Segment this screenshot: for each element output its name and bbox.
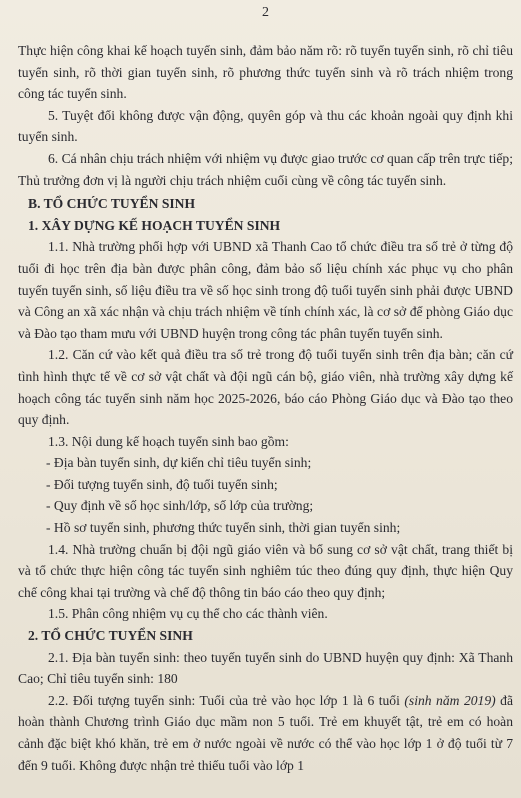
paragraph-2-2-end: đã hoàn thành Chương trình Giáo dục mầm non 5 tuổi. Trẻ em khuyết tật, trẻ em có hoàn cảnh đặc biệt khó khăn, trẻ em ở nước ngoài về nước có thể vào học lớp 1 ở độ tuổi từ 7 đến 9 tuổi. Không được nhận trẻ thiếu tuổi vào lớp 1 xyxy=(18,692,513,773)
paragraph-item-5: 5. Tuyệt đối không được vận động, quyên góp và thu các khoản ngoài quy định khi tuyển sinh. xyxy=(18,107,513,145)
paragraph-2-2-start: 2.2. Đối tượng tuyển sinh: Tuổi của trẻ vào học lớp 1 là 6 tuổi xyxy=(48,692,405,708)
paragraph-2-2 xyxy=(18,690,513,776)
section-heading-1: 1. XÂY DỰNG KẾ HOẠCH TUYỂN SINH xyxy=(28,217,281,233)
paragraph-1-5: 1.5. Phân công nhiệm vụ cụ thể cho các thành viên. xyxy=(48,606,328,622)
list-item: - Địa bàn tuyển sinh, dự kiến chỉ tiêu tuyển sinh; xyxy=(46,455,312,471)
list-item: - Hồ sơ tuyển sinh, phương thức tuyển sinh, thời gian tuyển sinh; xyxy=(46,520,401,536)
list-item: - Quy định về số học sinh/lớp, số lớp của trường; xyxy=(46,498,314,514)
paragraph-1-3: 1.3. Nội dung kế hoạch tuyển sinh bao gồm: xyxy=(48,433,289,449)
paragraph-public-plan: Thực hiện công khai kế hoạch tuyển sinh, đảm bảo năm rõ: rõ tuyển tuyển sinh, rõ chỉ tiêu tuyển sinh, rõ thời gian tuyển sinh, rõ phương thức tuyển sinh và rõ trách nhiệm trong công tác tuyển sinh. xyxy=(18,43,513,102)
paragraph-item-6: 6. Cá nhân chịu trách nhiệm với nhiệm vụ được giao trước cơ quan cấp trên trực tiếp; Thủ trưởng đơn vị là người chịu trách nhiệm cuối cùng về công tác tuyển sinh. xyxy=(18,150,513,188)
paragraph-2-2-birth-year: (sinh năm 2019) xyxy=(404,692,496,708)
section-heading-2: 2. TỔ CHỨC TUYỂN SINH xyxy=(28,628,193,644)
paragraph-2-1: 2.1. Địa bàn tuyển sinh: theo tuyến tuyển sinh do UBND huyện quy định: Xã Thanh Cao; Chỉ tiêu tuyển sinh: 180 xyxy=(18,649,513,687)
paragraph-1-1: 1.1. Nhà trường phối hợp với UBND xã Thanh Cao tổ chức điều tra số trẻ ở từng độ tuổi đi học trên địa bàn được phân công, đảm bảo số liệu chính xác phục vụ cho phân tuyến tuyển sinh, số liệu điều tra về số học sinh trong độ tuổi tuyển sinh phải được UBND và Công an xã xác nhận và chịu trách nhiệm về tính chính xác, là cơ sở để phòng Giáo dục và Đào tạo tham mưu với UBND huyện trong công tác phân tuyến tuyển sinh. xyxy=(18,239,513,341)
section-heading-b: B. TỔ CHỨC TUYỂN SINH xyxy=(28,196,196,212)
paragraph-1-4: 1.4. Nhà trường chuẩn bị đội ngũ giáo viên và bổ sung cơ sở vật chất, trang thiết bị và tổ chức thực hiện công tác tuyển sinh nghiêm túc theo đúng quy định, thực hiện Quy chế công khai tại trường và chế độ thông tin báo cáo theo quy định; xyxy=(18,541,513,600)
paragraph-1-2: 1.2. Căn cứ vào kết quả điều tra số trẻ trong độ tuổi tuyển sinh trên địa bàn; căn cứ tình hình thực tế về cơ sở vật chất và đội ngũ cán bộ, giáo viên, nhà trường xây dựng kế hoạch công tác tuyển sinh năm học 2025-2026, báo cáo Phòng Giáo dục và Đào tạo theo quy định. xyxy=(18,347,513,428)
list-item: - Đối tượng tuyển sinh, độ tuổi tuyển sinh; xyxy=(46,476,278,492)
page-number: 2 xyxy=(262,5,269,20)
